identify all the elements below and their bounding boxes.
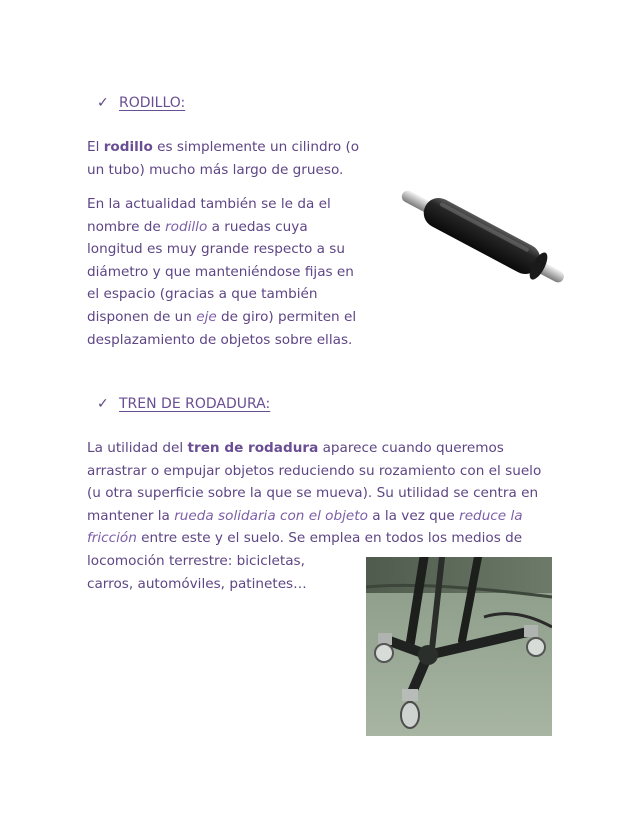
italic-term: rueda solidaria con el objeto [174, 507, 368, 524]
text-line: carros, automóviles, patinetes… [87, 575, 307, 592]
text-line: disponen de un eje de giro) permiten el [87, 308, 357, 325]
section-heading-rodillo [97, 94, 185, 112]
caster-wheels-photo [366, 557, 552, 736]
italic-term: rodillo [165, 218, 208, 235]
text-line: locomoción terrestre: bicicletas, [87, 552, 305, 569]
text-line: mantener la rueda solidaria con el objeto a la vez que reduce la [87, 507, 523, 524]
italic-term: reduce la [459, 507, 523, 524]
text-line: El rodillo es simplemente un cilindro (o [87, 139, 360, 155]
paragraph-rodillo-definition [87, 136, 359, 181]
text-line: un tubo) mucho más largo de grueso. [87, 161, 344, 178]
text-line: En la actualidad también se le da el [87, 196, 331, 212]
text-line: diámetro y que manteniéndose fijas en [87, 263, 354, 280]
heading-text: TREN DE RODADURA: [119, 396, 271, 412]
text-line: longitud es muy grande respecto a su [87, 241, 345, 258]
bold-term: tren de rodadura [187, 440, 319, 456]
text-line: desplazamiento de objetos sobre ellas. [87, 331, 353, 348]
check-icon: ✓ [97, 95, 109, 111]
text-line: La utilidad del tren de rodadura aparece cuando queremos [87, 440, 504, 456]
check-icon: ✓ [97, 396, 109, 412]
section-heading-tren-de-rodadura [97, 395, 270, 413]
italic-term: eje [196, 308, 217, 325]
text-line: fricción entre este y el suelo. Se emplea en todos los medios de [87, 530, 523, 547]
italic-term: fricción [87, 530, 137, 547]
text-line: nombre de rodillo a ruedas cuya [87, 218, 308, 235]
text-line: el espacio (gracias a que también [87, 286, 318, 303]
paragraph-rodillo-wheels [87, 193, 356, 351]
text-line: (u otra superficie sobre la que se mueva). Su utilidad se centra en [87, 485, 539, 502]
rolling-pin-photo [396, 186, 568, 286]
text-line: arrastrar o empujar objetos reduciendo su rozamiento con el suelo [87, 462, 542, 479]
heading-text: RODILLO: [119, 95, 186, 111]
bold-term: rodillo [103, 139, 153, 155]
